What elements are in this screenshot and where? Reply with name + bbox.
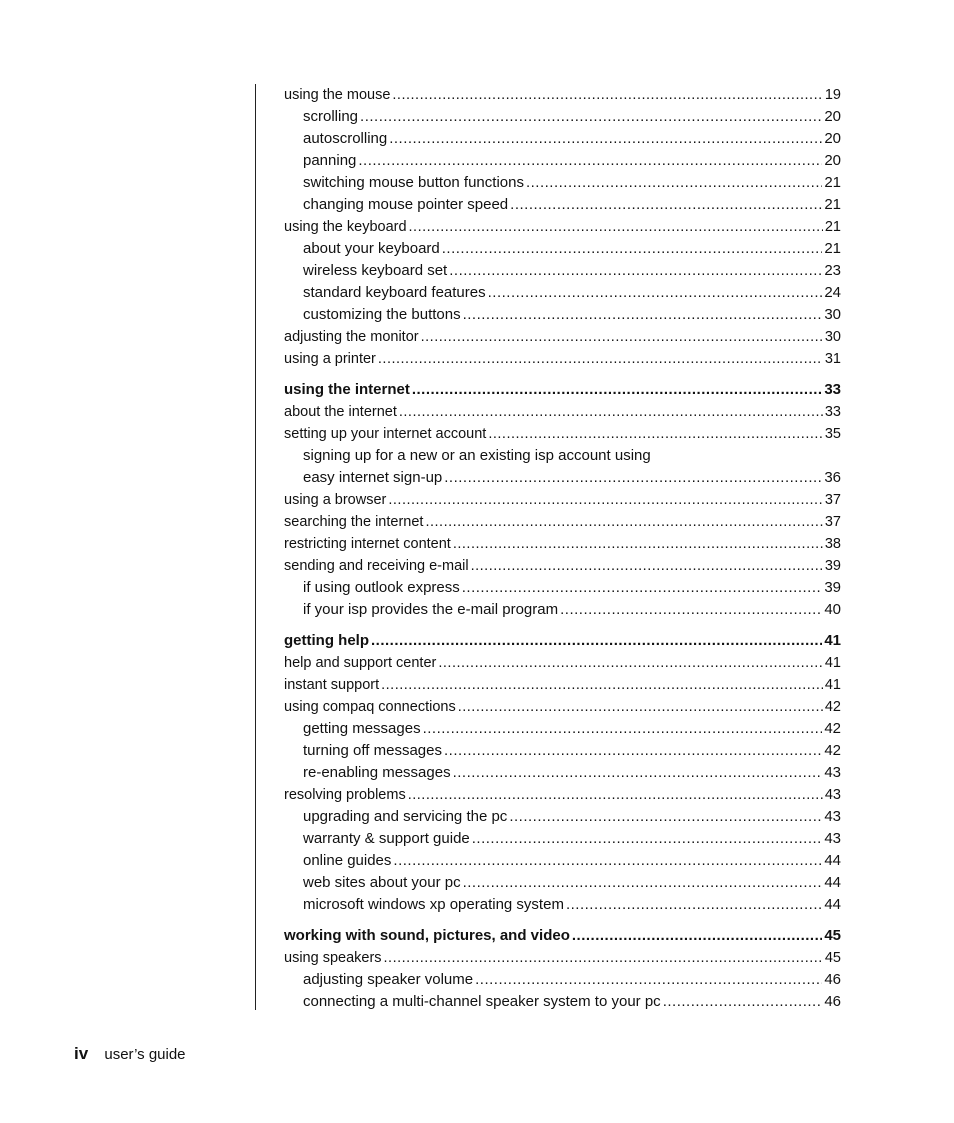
toc-entry[interactable] (284, 128, 841, 150)
toc-entry-title: autoscrolling (303, 130, 388, 147)
toc-entry-title: using the internet (284, 381, 410, 398)
toc-entry[interactable] (284, 991, 841, 1013)
toc-entry-title: resolving problems (284, 787, 406, 803)
toc-entry-page: 33 (824, 381, 841, 398)
toc-entry-page: 42 (824, 699, 841, 715)
toc-entry[interactable] (284, 489, 841, 511)
dot-leader (444, 467, 822, 489)
toc-entry-title: turning off messages (303, 742, 442, 759)
dot-leader (381, 674, 823, 696)
dot-leader (488, 423, 823, 445)
dot-leader (488, 282, 823, 304)
toc-entry[interactable] (284, 194, 841, 216)
toc-entry-page: 38 (824, 536, 841, 552)
toc-entry[interactable] (284, 348, 841, 370)
toc-entry-page: 45 (824, 927, 841, 944)
toc-entry[interactable] (284, 238, 841, 260)
toc-entry-title: using a printer (284, 351, 376, 367)
toc-entry[interactable] (284, 282, 841, 304)
dot-leader (392, 84, 822, 106)
toc-entry-page: 44 (824, 896, 841, 913)
toc-entry-title: microsoft windows xp operating system (303, 896, 564, 913)
dot-leader (393, 850, 822, 872)
toc-entry-page: 42 (824, 720, 841, 737)
toc-entry[interactable] (284, 652, 841, 674)
dot-leader (471, 555, 823, 577)
toc-entry-title: using a browser (284, 492, 387, 508)
toc-entry-page: 30 (824, 329, 841, 345)
toc-entry-page: 46 (824, 993, 841, 1010)
toc-entry[interactable] (284, 828, 841, 850)
toc-entry-title: help and support center (284, 655, 437, 671)
dot-leader (572, 925, 822, 947)
toc-entry[interactable] (284, 696, 841, 718)
toc-entry[interactable] (284, 326, 841, 348)
dot-leader (560, 599, 822, 621)
toc-entry-page: 30 (824, 306, 841, 323)
toc-entry-page: 20 (824, 130, 841, 147)
toc-entry-title: changing mouse pointer speed (303, 196, 509, 213)
toc-entry[interactable] (284, 533, 841, 555)
toc-entry-page: 19 (824, 87, 841, 103)
toc-entry-page: 41 (824, 677, 841, 693)
toc-entry-title: using the mouse (284, 87, 391, 103)
dot-leader (358, 150, 822, 172)
toc-entry-title: re-enabling messages (303, 764, 451, 781)
toc-entry-page: 46 (824, 971, 841, 988)
dot-leader (510, 194, 822, 216)
toc-entry-title: connecting a multi-channel speaker system to your pc (303, 993, 661, 1010)
dot-leader (409, 216, 823, 238)
toc-entry-title: getting help (284, 632, 369, 649)
toc-entry-title: sending and receiving e-mail (284, 558, 469, 574)
dot-leader (526, 172, 822, 194)
toc-entry-page: 45 (824, 950, 841, 966)
toc-entry[interactable] (284, 947, 841, 969)
dot-leader (453, 533, 823, 555)
toc-entry-title: about the internet (284, 404, 397, 420)
toc-entry-page: 43 (824, 808, 841, 825)
toc-entry-title: searching the internet (284, 514, 424, 530)
toc-entry[interactable] (284, 555, 841, 577)
toc-entry-title: upgrading and servicing the pc (303, 808, 508, 825)
dot-leader (425, 511, 822, 533)
dot-leader (378, 348, 823, 370)
dot-leader (408, 784, 823, 806)
toc-entry[interactable] (284, 894, 841, 916)
toc-entry-page: 20 (824, 152, 841, 169)
dot-leader (371, 630, 822, 652)
toc-entry[interactable] (284, 260, 841, 282)
toc-entry-page: 21 (824, 196, 841, 213)
dot-leader (449, 260, 822, 282)
toc-entry[interactable] (284, 401, 841, 423)
toc-entry[interactable] (284, 577, 841, 599)
toc-entry-page: 41 (824, 632, 841, 649)
toc-entry-page: 21 (824, 174, 841, 191)
toc-entry[interactable] (284, 467, 841, 489)
dot-leader (663, 991, 823, 1013)
toc-entry[interactable] (284, 718, 841, 740)
dot-leader (360, 106, 822, 128)
dot-leader (423, 718, 823, 740)
dot-leader (463, 304, 823, 326)
toc-entry-page: 20 (824, 108, 841, 125)
toc-entry-page: 24 (824, 284, 841, 301)
toc-entry-title: wireless keyboard set (303, 262, 448, 279)
toc-entry-page: 44 (824, 852, 841, 869)
toc-chapter-entry[interactable] (284, 630, 841, 652)
dot-leader (475, 969, 822, 991)
toc-entry[interactable] (284, 511, 841, 533)
footer-label: user’s guide (104, 1046, 186, 1063)
toc-entry[interactable] (284, 674, 841, 696)
toc-entry-title: customizing the buttons (303, 306, 461, 323)
toc-entry-title: adjusting speaker volume (303, 971, 474, 988)
toc-entry-title: about your keyboard (303, 240, 440, 257)
dot-leader (389, 128, 822, 150)
toc-entry[interactable] (284, 216, 841, 238)
dot-leader (442, 238, 823, 260)
toc-entry-title: panning (303, 152, 357, 169)
toc-entry-page: 40 (824, 601, 841, 618)
page-number: iv (74, 1044, 89, 1063)
toc-entry-page: 39 (824, 558, 841, 574)
toc-entry-title: online guides (303, 852, 392, 869)
toc-entry[interactable] (284, 806, 841, 828)
toc-entry-page: 41 (824, 655, 841, 671)
dot-leader (509, 806, 822, 828)
toc-entry[interactable] (284, 304, 841, 326)
toc-chapter-entry[interactable] (284, 925, 841, 947)
margin-rule (255, 84, 256, 1010)
page-footer (74, 1044, 186, 1064)
toc-entry[interactable] (284, 172, 841, 194)
toc-entry[interactable] (284, 150, 841, 172)
toc-entry-title: standard keyboard features (303, 284, 486, 301)
dot-leader (388, 489, 823, 511)
toc-entry-page: 36 (824, 469, 841, 486)
toc-entry-page: 21 (824, 219, 841, 235)
toc-entry-page: 31 (824, 351, 841, 367)
toc-entry-page: 42 (824, 742, 841, 759)
toc-entry-title: if your isp provides the e-mail program (303, 601, 559, 618)
toc-entry[interactable] (284, 872, 841, 894)
toc-entry-title: instant support (284, 677, 380, 693)
toc-entry-title: easy internet sign-up (303, 469, 443, 486)
toc-entry-page: 43 (824, 787, 841, 803)
toc-entry-title: web sites about your pc (303, 874, 461, 891)
toc-entry-title: using speakers (284, 950, 382, 966)
toc-entry-title: scrolling (303, 108, 359, 125)
toc-entry-title: switching mouse button functions (303, 174, 524, 191)
toc-entry[interactable] (284, 599, 841, 621)
table-of-contents (284, 84, 841, 1013)
toc-entry[interactable] (284, 784, 841, 806)
dot-leader (412, 379, 822, 401)
dot-leader (453, 762, 823, 784)
dot-leader (463, 872, 823, 894)
toc-entry-title: getting messages (303, 720, 421, 737)
toc-entry-text-line: signing up for a new or an existing isp account using (303, 447, 651, 464)
dot-leader (384, 947, 823, 969)
dot-leader (438, 652, 823, 674)
toc-chapter-entry[interactable] (284, 379, 841, 401)
toc-entry-title: if using outlook express (303, 579, 460, 596)
dot-leader (462, 577, 823, 599)
toc-entry-page: 37 (824, 514, 841, 530)
toc-entry-page: 33 (824, 404, 841, 420)
dot-leader (472, 828, 823, 850)
toc-entry-page: 37 (824, 492, 841, 508)
toc-entry[interactable] (284, 969, 841, 991)
toc-entry-page: 21 (824, 240, 841, 257)
dot-leader (399, 401, 823, 423)
toc-entry[interactable] (284, 106, 841, 128)
dot-leader (566, 894, 822, 916)
toc-entry[interactable] (284, 762, 841, 784)
toc-entry-title: using the keyboard (284, 219, 407, 235)
toc-entry[interactable] (284, 423, 841, 445)
toc-entry-page: 43 (824, 830, 841, 847)
toc-entry-page: 39 (824, 579, 841, 596)
toc-entry-title: adjusting the monitor (284, 329, 419, 345)
toc-entry[interactable] (284, 850, 841, 872)
toc-entry-title: setting up your internet account (284, 426, 487, 442)
toc-entry-title: using compaq connections (284, 699, 456, 715)
toc-entry-title: working with sound, pictures, and video (284, 927, 570, 944)
toc-entry-title: warranty & support guide (303, 830, 470, 847)
toc-entry[interactable] (284, 740, 841, 762)
toc-entry-page: 43 (824, 764, 841, 781)
dot-leader (458, 696, 823, 718)
toc-entry-title: restricting internet content (284, 536, 451, 552)
toc-entry-page: 35 (824, 426, 841, 442)
toc-entry-page: 44 (824, 874, 841, 891)
toc-entry-page: 23 (824, 262, 841, 279)
dot-leader (421, 326, 823, 348)
dot-leader (444, 740, 822, 762)
toc-entry[interactable] (284, 84, 841, 106)
